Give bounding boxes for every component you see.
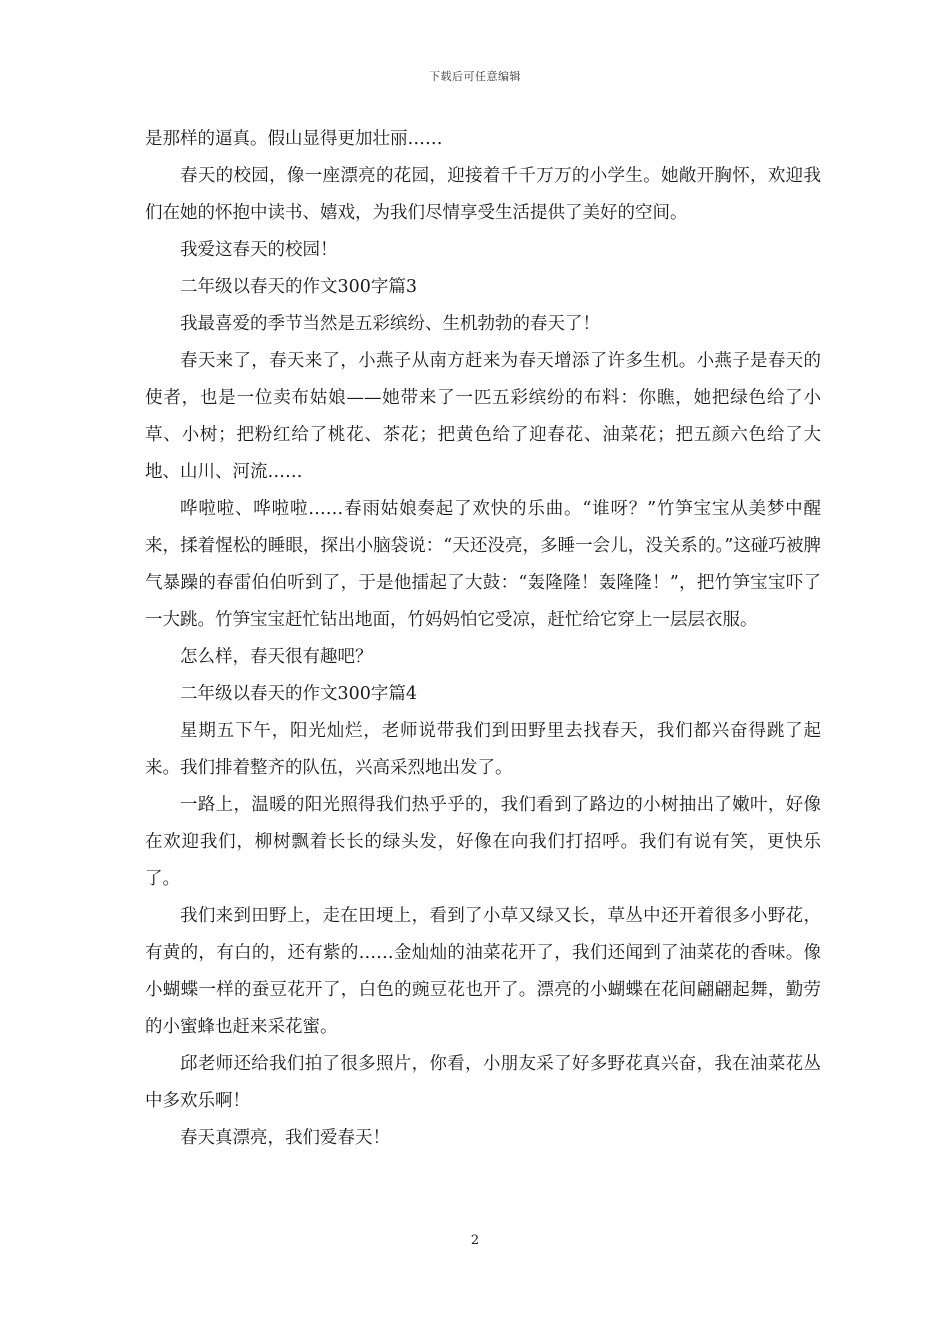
paragraph: 一路上，温暖的阳光照得我们热乎乎的，我们看到了路边的小树抽出了嫩叶，好像在欢迎我们，柳树飘着长长的绿头发，好像在向我们打招呼。我们有说有笑，更快乐了。 (145, 795, 821, 889)
paragraph: 哗啦啦、哗啦啦……春雨姑娘奏起了欢快的乐曲。“谁呀？”竹笋宝宝从美梦中醒来，揉着惺松的睡眼，探出小脑袋说：“天还没亮，多睡一会儿，没关系的。”这碰巧被脾气暴躁的春雷伯伯听到了，于是他擂起了大鼓：“轰隆隆！轰隆隆！”，把竹笋宝宝吓了一大跳。竹笋宝宝赶忙钻出地面，竹妈妈怕它受凉，赶忙给它穿上一层层衣服。 (145, 499, 821, 630)
section-heading: 二年级以春天的作文300字篇3 (180, 277, 418, 297)
paragraph: 春天来了，春天来了，小燕子从南方赶来为春天增添了许多生机。小燕子是春天的使者，也是一位卖布姑娘——她带来了一匹五彩缤纷的布料：你瞧，她把绿色给了小草、小树；把粉红给了桃花、茶花；把黄色给了迎春花、油菜花；把五颜六色给了大地、山川、河流…… (145, 351, 821, 482)
section-heading: 二年级以春天的作文300字篇4 (180, 684, 418, 704)
page-header: 下载后可任意编辑 (429, 70, 521, 83)
paragraph: 我最喜爱的季节当然是五彩缤纷、生机勃勃的春天了！ (180, 314, 600, 334)
paragraph: 怎么样，春天很有趣吧？ (180, 647, 373, 667)
document-body (145, 121, 821, 1157)
paragraph: 邱老师还给我们拍了很多照片，你看，小朋友采了好多野花真兴奋，我在油菜花丛中多欢乐啊！ (145, 1054, 821, 1111)
paragraph-continuation: 是那样的逼真。假山显得更加壮丽…… (145, 129, 443, 149)
page-number: 2 (470, 1233, 480, 1248)
paragraph: 我爱这春天的校园！ (180, 240, 338, 260)
paragraph: 我们来到田野上，走在田埂上，看到了小草又绿又长，草丛中还开着很多小野花，有黄的，有白的，还有紫的……金灿灿的油菜花开了，我们还闻到了油菜花的香味。像小蝴蝶一样的蚕豆花开了，白色的豌豆花也开了。漂亮的小蝴蝶在花间翩翩起舞，勤劳的小蜜蜂也赶来采花蜜。 (145, 906, 821, 1037)
paragraph: 星期五下午，阳光灿烂，老师说带我们到田野里去找春天，我们都兴奋得跳了起来。我们排着整齐的队伍，兴高采烈地出发了。 (145, 721, 821, 778)
paragraph: 春天真漂亮，我们爱春天！ (180, 1128, 390, 1148)
paragraph: 春天的校园，像一座漂亮的花园，迎接着千千万万的小学生。她敞开胸怀，欢迎我们在她的怀抱中读书、嬉戏，为我们尽情享受生活提供了美好的空间。 (145, 166, 821, 223)
